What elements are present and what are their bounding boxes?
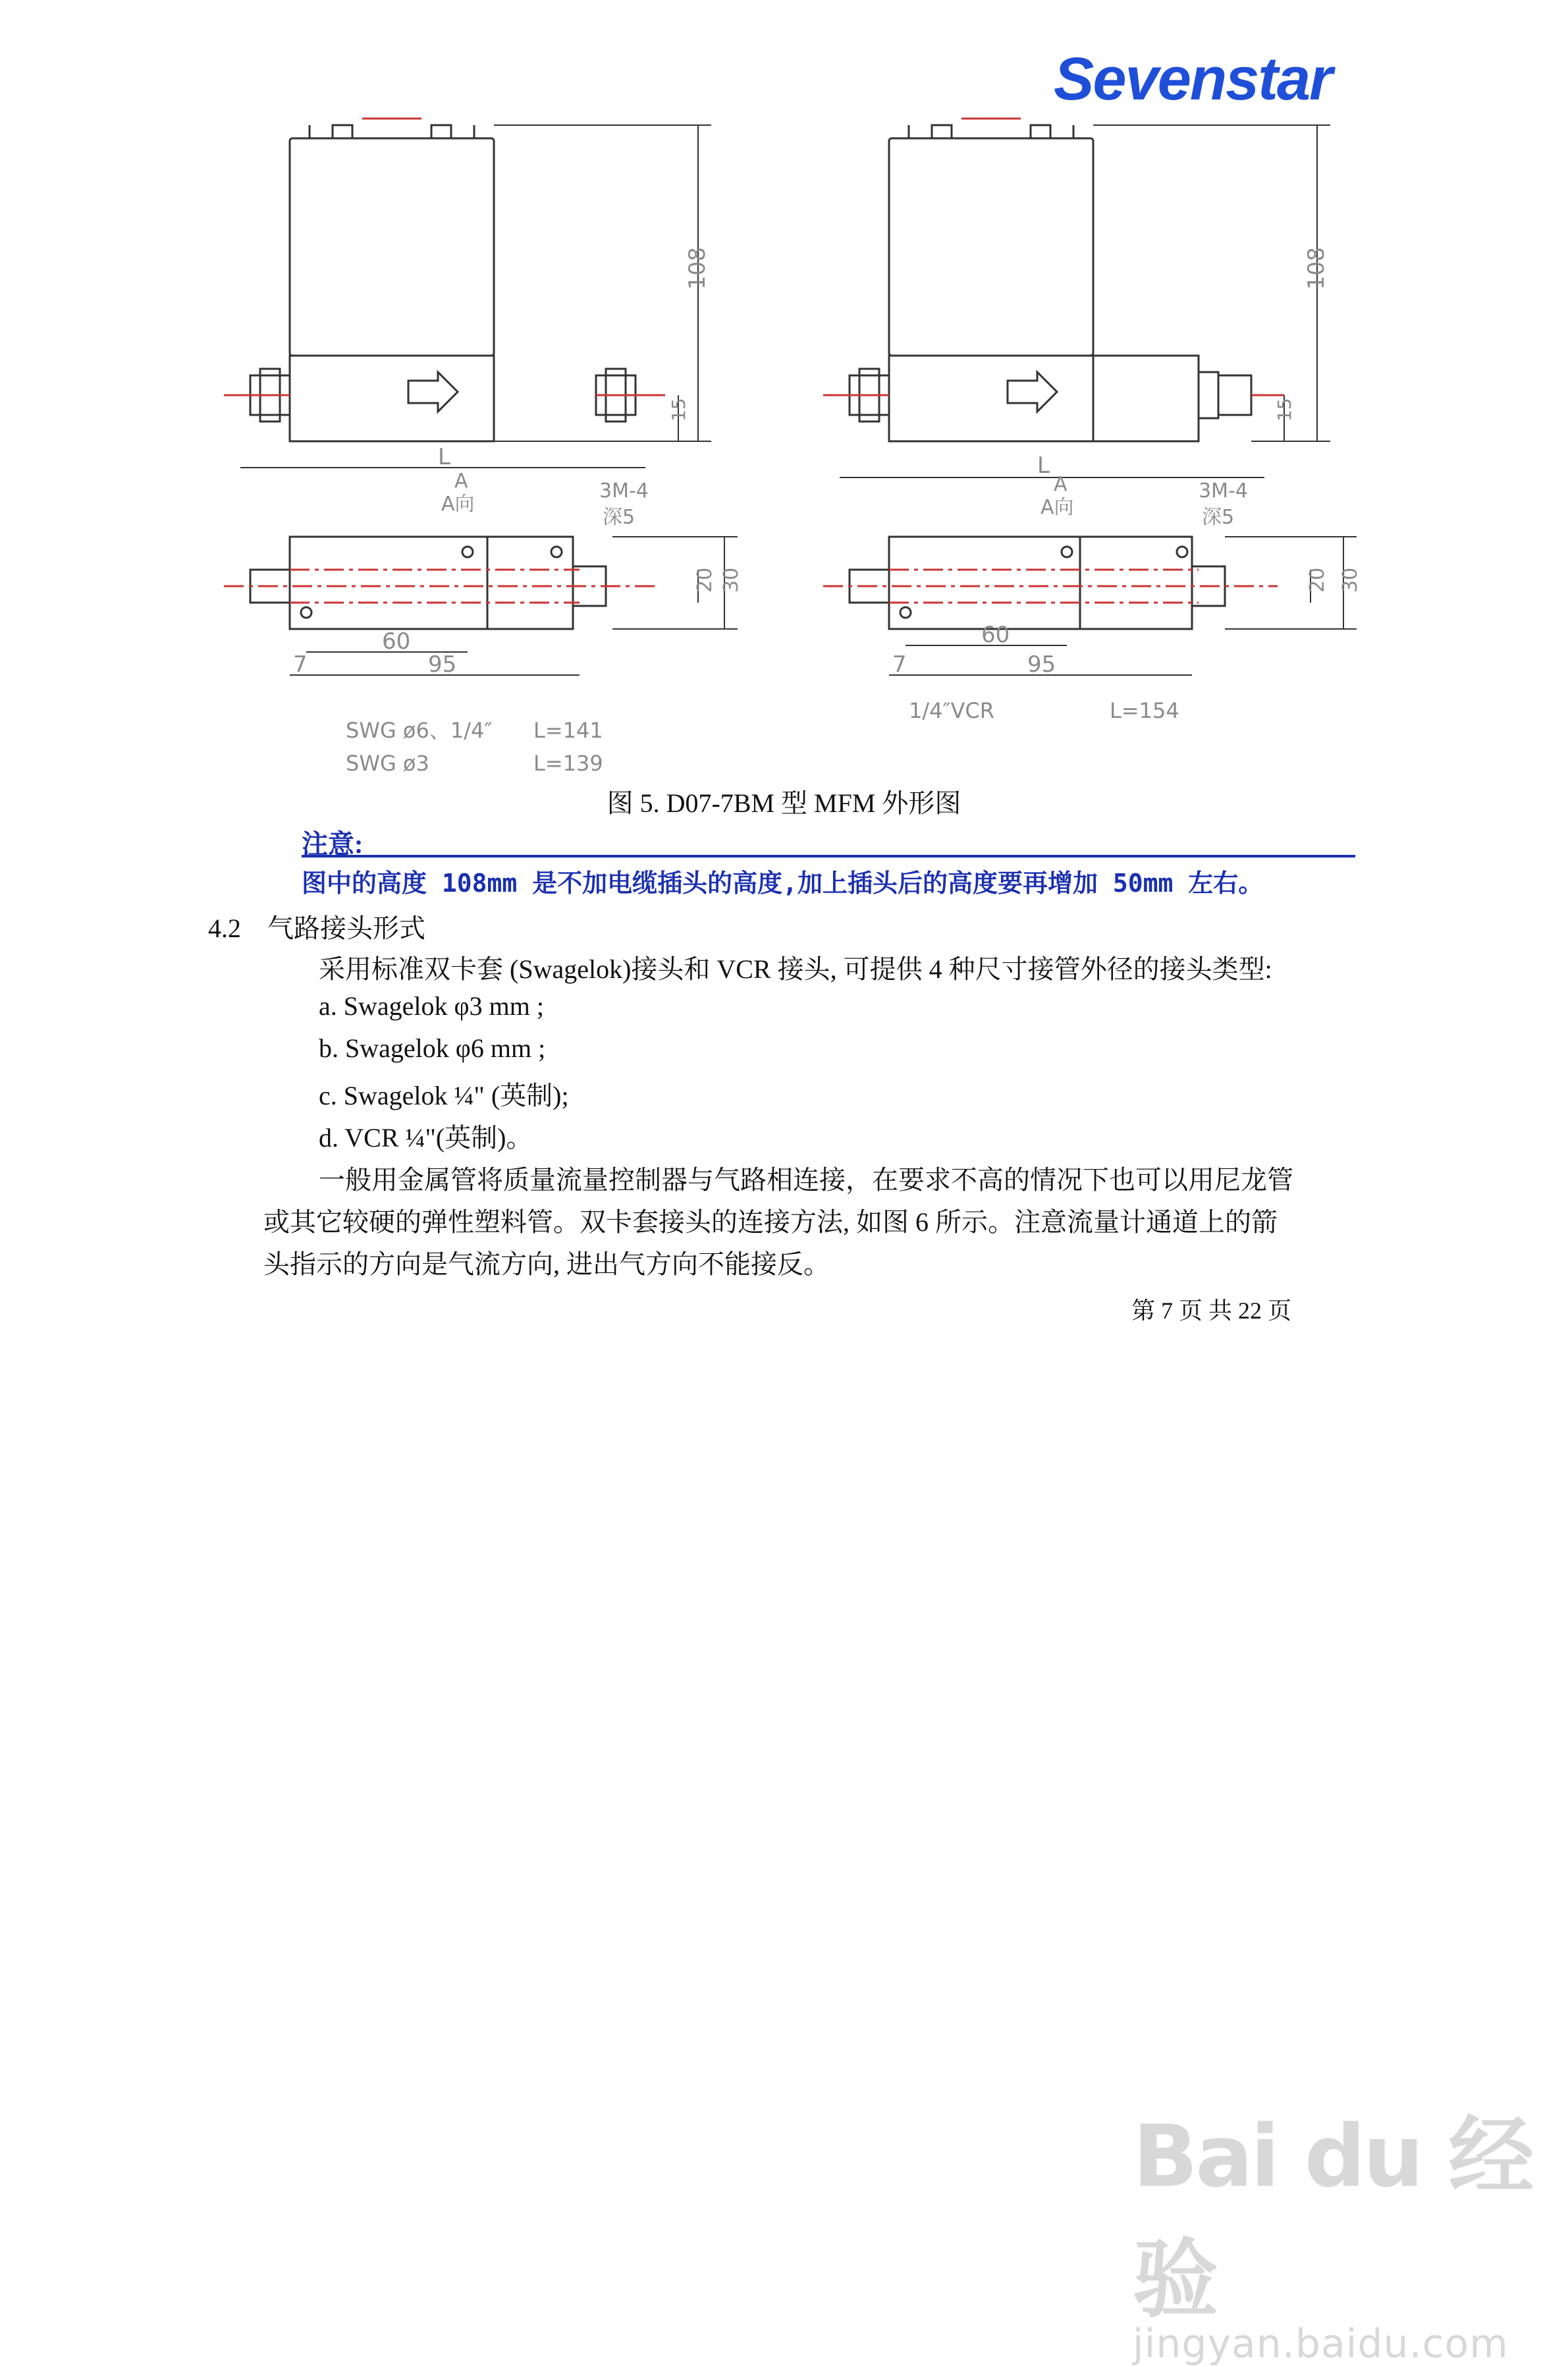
right-height-label: 108: [1303, 247, 1330, 290]
section-intro: 采用标准双卡套 (Swagelok)接头和 VCR 接头, 可提供 4 种尺寸接管外径的接头类型:: [319, 954, 1272, 984]
paragraph-line: 或其它较硬的弹性塑料管。双卡套接头的连接方法, 如图 6 所示。注意流量计通道上的箭: [263, 1207, 1278, 1237]
list-item: b. Swagelok φ6 mm ;: [319, 1033, 546, 1063]
right-spec1: 1/4″VCR: [909, 698, 994, 723]
note-title: 注意:: [302, 829, 364, 859]
left-height-label: 108: [684, 247, 711, 290]
left-view-label: A: [454, 470, 468, 493]
paragraph-line: 一般用金属管将质量流量控制器与气路相连接，在要求不高的情况下也可以用尼龙管: [319, 1165, 1293, 1195]
left-spec2: SWG ø3: [346, 751, 429, 776]
left-length-label: L: [438, 444, 450, 470]
page-number: 第 7 页 共 22 页: [1131, 1297, 1292, 1324]
right-depth-label: 深5: [1202, 506, 1235, 529]
watermark-url: jingyan.baidu.com: [1133, 2321, 1509, 2367]
left-spec2-len: L=139: [533, 751, 603, 776]
list-item: c. Swagelok ¼" (英制);: [319, 1081, 569, 1110]
section-number: 4.2: [208, 913, 241, 943]
right-thread-label: 3M-4: [1199, 479, 1248, 503]
left-spec1-len: L=141: [533, 718, 603, 743]
right-d95-label: 95: [1027, 651, 1056, 678]
list-item: a. Swagelok φ3 mm ;: [319, 991, 544, 1021]
left-view-caption: A向: [441, 493, 475, 516]
right-d7-label: 7: [892, 651, 907, 678]
left-spec1: SWG ø6、1/4″: [346, 718, 493, 743]
right-view-caption: A向: [1041, 496, 1074, 519]
note-body: 图中的高度 108mm 是不加电缆插头的高度,加上插头后的高度要再增加 50mm 左右。: [302, 869, 1264, 898]
section-heading: [208, 908, 425, 945]
paragraph-line: 头指示的方向是气流方向, 进出气方向不能接反。: [263, 1249, 830, 1279]
sevenstar-logo: Sevenstar: [1054, 45, 1332, 113]
left-front-view: [224, 119, 738, 675]
section-title: 气路接头形式: [267, 913, 425, 943]
list-item: d. VCR ¼"(英制)。: [319, 1123, 533, 1153]
left-w20-label: 20: [693, 567, 716, 593]
right-spec1-len: L=154: [1110, 698, 1179, 723]
left-d7-label: 7: [293, 651, 308, 678]
note-underline: [302, 855, 1355, 857]
left-d95-label: 95: [428, 651, 457, 678]
watermark-brand: Bai du 经验: [1133, 2106, 1532, 2329]
left-d60-label: 60: [382, 628, 411, 655]
left-thread-label: 3M-4: [599, 479, 649, 503]
right-w30-label: 30: [1339, 567, 1362, 593]
right-view-label: A: [1054, 473, 1068, 496]
mfm-outline-drawing: [198, 112, 1383, 777]
right-d60-label: 60: [981, 622, 1010, 648]
right-front-view: [823, 119, 1357, 675]
baidu-watermark: [1133, 2088, 1568, 2367]
left-depth-label: 深5: [603, 506, 635, 529]
right-w20-label: 20: [1306, 567, 1329, 593]
left-w30-label: 30: [720, 567, 743, 593]
right-h15-label: 15: [1274, 398, 1295, 422]
left-h15-label: 15: [668, 398, 689, 422]
figure-caption: 图 5. D07-7BM 型 MFM 外形图: [607, 788, 961, 818]
right-length-label: L: [1037, 452, 1050, 479]
